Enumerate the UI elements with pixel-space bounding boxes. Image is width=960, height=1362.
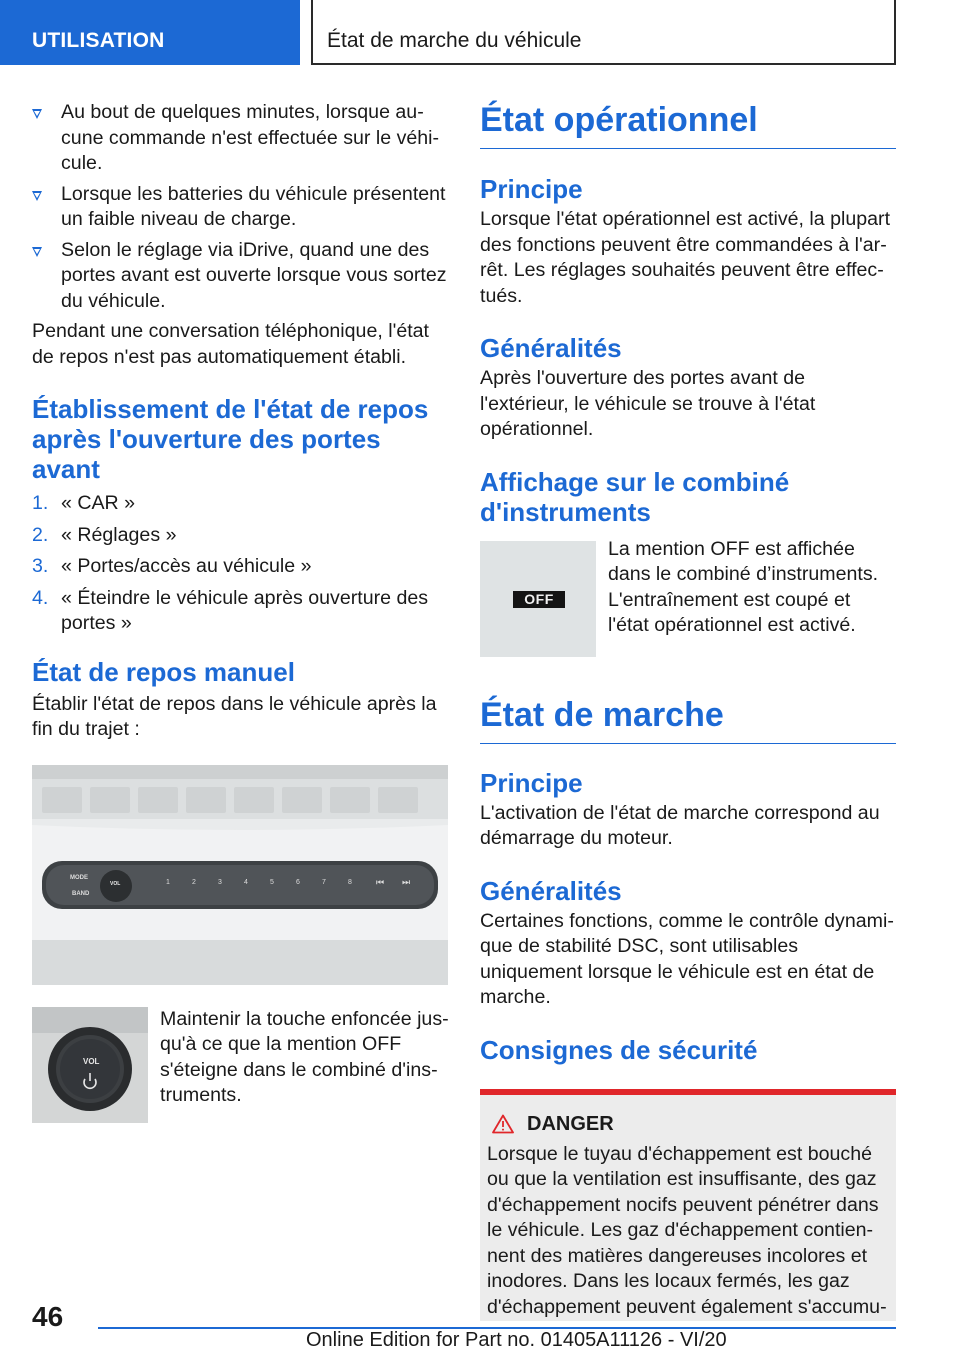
principe-2-text: L'activation de l'état de marche correspond au démarrage du moteur. [480, 801, 880, 849]
section-label: UTILISATION [32, 29, 165, 52]
step-item: 2. « Réglages » [32, 523, 177, 546]
danger-label: DANGER [527, 1112, 614, 1135]
step-item: 3. « Portes/accès au véhicule » [32, 555, 312, 577]
vol-label: VOL [83, 1056, 100, 1066]
console-vol-label: VOL [110, 880, 121, 887]
warning-triangle-icon [492, 1114, 514, 1134]
vol-button-photo [32, 1007, 148, 1123]
section-tab [0, 0, 300, 65]
preset-button: 8 [348, 878, 352, 886]
steps-list [32, 491, 450, 637]
heading-principe-1: Principe [480, 174, 583, 204]
danger-header [487, 1113, 889, 1136]
heading-doors-open: Établissement de l'état de repos après l'ouverture des portes avant [32, 394, 429, 484]
preset-button: 2 [192, 878, 196, 886]
console-illustration [32, 765, 448, 985]
principe-1-text: Lorsque l'état opérationnel est activé, la plupart des fonctions peuvent être commandées à l'arrêt. Les réglages souhaités peuvent être effectués. [480, 208, 891, 307]
chapter-title-box [311, 0, 896, 65]
list-item: Au bout de quelques minutes, lorsque aucune commande n'est effectuée sur le véhicule. [32, 100, 450, 177]
danger-text: Lorsque le tuyau d'échappement est bouché ou que la ventilation est insuffisante, des gaz d'échappement nocifs peuvent pénétrer dans le véhicule. Les gaz d'échappement contiennent des matières dangereuses incolores et inodores. Dans les locaux fermés, les gaz d'échappement peuvent également s'accumu- [487, 1142, 887, 1318]
preset-button: 1 [166, 878, 170, 886]
danger-box [480, 1095, 896, 1321]
left-column [32, 100, 450, 1123]
heading-principe-2: Principe [480, 767, 583, 798]
instrument-cluster-image [480, 541, 596, 657]
footer-edition: Online Edition for Part no. 01405A11126 - VI/20 [306, 1329, 727, 1351]
heading-generalites-2: Généralités [480, 875, 622, 906]
chapter-title: État de marche du véhicule [327, 29, 582, 52]
triangle-bullet-icon [32, 109, 42, 119]
heading-safety-notes: Consignes de sécurité [480, 1034, 758, 1065]
skip-back-icon: ⏮ [376, 876, 385, 887]
vol-instruction [32, 1007, 450, 1123]
heading-generalites-1: Généralités [480, 333, 622, 363]
list-item: Selon le réglage via iDrive, quand une des portes avant est ouverte lorsque vous sortez du véhicule. [32, 238, 450, 315]
off-indicator: OFF [513, 591, 565, 608]
triangle-bullet-icon [32, 191, 42, 201]
right-column [480, 100, 896, 1321]
page-number: 46 [32, 1301, 64, 1332]
danger-notice [480, 1089, 896, 1321]
heading-manual-rest: État de repos manuel [32, 656, 295, 687]
heading-instrument-display: Affichage sur le combiné d'instruments [480, 466, 790, 527]
band-button-label: BAND [72, 890, 90, 897]
heading-operational-state: État opérationnel [480, 100, 896, 149]
phone-note: Pendant une conversation téléphonique, l'état de repos n'est pas automatiquement établi. [32, 320, 430, 368]
mode-button-label: MODE [70, 874, 88, 881]
step-item: 4. « Éteindre le véhicule après ouverture des portes » [32, 586, 429, 634]
list-item: Lorsque les batteries du véhicule présentent un faible niveau de charge. [32, 182, 450, 233]
generalites-2-text: Certaines fonctions, comme le contrôle dynamique de stabilité DSC, sont utilisables uniquement lorsque le véhicule est en état de marche. [480, 909, 894, 1008]
preset-button: 6 [296, 878, 300, 886]
generalites-1-text: Après l'ouverture des portes avant de l'extérieur, le véhicule se trouve à l'état opérationnel. [480, 367, 816, 440]
heading-running-state: État de marche [480, 695, 896, 744]
condition-list [32, 100, 450, 314]
skip-forward-icon: ⏭ [402, 876, 411, 887]
preset-button: 7 [322, 878, 326, 886]
manual-rest-text: Établir l'état de repos dans le véhicule après la fin du trajet : [32, 692, 437, 740]
off-display-block [480, 537, 896, 657]
off-display-text: La mention OFF est affichée dans le combiné d’instruments. L'entraînement est coupé et l'état opérationnel est activé. [608, 537, 879, 636]
step-item: 1. « CAR » [32, 492, 136, 514]
console-photo [32, 765, 448, 985]
preset-button: 4 [244, 878, 248, 886]
preset-button: 5 [270, 878, 274, 886]
preset-button: 3 [218, 878, 222, 886]
triangle-bullet-icon [32, 247, 42, 257]
vol-instruction-text: Maintenir la touche enfoncée jusqu'à ce que la mention OFF s'éteigne dans le combiné d'instruments. [160, 1007, 449, 1106]
